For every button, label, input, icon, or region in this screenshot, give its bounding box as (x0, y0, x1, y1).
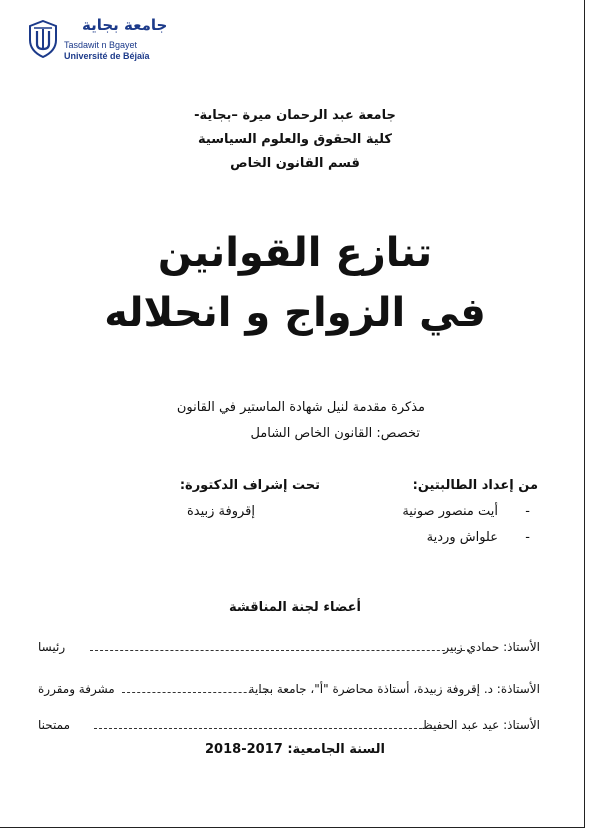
committee-member-row (38, 718, 540, 738)
student-bullet: - (525, 530, 530, 545)
faculty-name: كلية الحقوق والعلوم السياسية (198, 132, 392, 147)
student-name: أيت منصور صونية (402, 504, 498, 519)
committee-member-role: مشرفة ومقررة (38, 682, 115, 696)
thesis-title-line-2: في الزواج و انحلاله (104, 290, 486, 336)
dotted-leader (122, 692, 272, 693)
dotted-leader (90, 650, 470, 651)
university-logo (24, 14, 174, 64)
committee-member-title: الأستاذة: د. إقروفة زبيدة، أستاذة محاضرة "أ"، جامعة بجاية (248, 682, 540, 696)
memo-specialty: تخصص: القانون الخاص الشامل (250, 426, 420, 441)
committee-member-title: الأستاذ: حمادي زبير (443, 640, 540, 654)
logo-line-1: Tasdawit n Bgayet (64, 40, 138, 50)
prepared-by-label: من إعداد الطالبتين: (412, 478, 538, 493)
university-seal-icon (28, 20, 58, 58)
memo-purpose: مذكرة مقدمة لنيل شهادة الماستير في القانون (176, 400, 425, 415)
student-bullet: - (525, 504, 530, 519)
committee-member-row (38, 640, 540, 660)
dotted-leader (94, 728, 442, 729)
supervisor-label: تحت إشراف الدكتورة: (179, 478, 320, 493)
logo-line-2: Université de Béjaïa (64, 51, 150, 61)
academic-year: السنة الجامعية: 2017-2018 (205, 742, 385, 757)
thesis-title-line-1: تنازع القوانين (157, 230, 433, 276)
committee-member-row (38, 682, 540, 702)
committee-member-role: رئيسا (38, 640, 66, 654)
university-name: جامعة عبد الرحمان ميرة –بجاية- (194, 108, 396, 123)
committee-heading: أعضاء لجنة المناقشة (228, 600, 362, 615)
committee-member-role: ممتحنا (38, 718, 71, 732)
logo-arabic-name: جامعة بجاية (82, 16, 168, 34)
student-name: علواش وردية (426, 530, 498, 545)
supervisor-name: إقروفة زبيدة (186, 504, 255, 519)
department-name: قسم القانون الخاص (230, 156, 360, 171)
committee-member-title: الأستاذ: عيد عبد الحفيظ (421, 718, 540, 732)
